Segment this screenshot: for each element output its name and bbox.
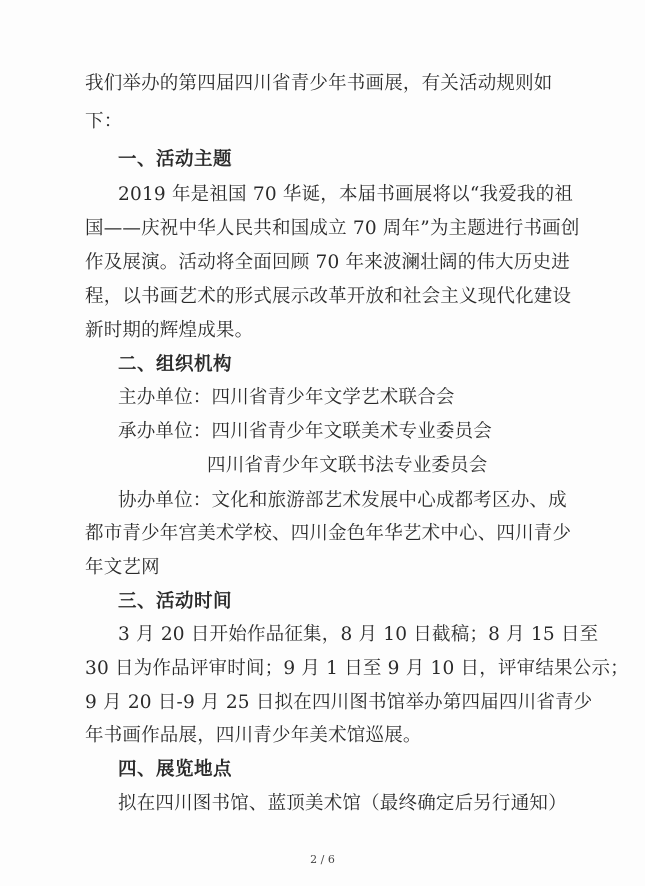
paragraph-line: 承办单位：四川省青少年文联美术专业委员会	[118, 421, 493, 442]
paragraph-line: 30 日为作品评审时间；9 月 1 日至 9 月 10 日，评审结果公示；	[85, 658, 629, 679]
paragraph-line: 国——庆祝中华人民共和国成立 70 周年”为主题进行书画创	[85, 218, 580, 239]
section-heading: 三、活动时间	[118, 591, 233, 612]
paragraph-line: 2019 年是祖国 70 华诞，本届书画展将以“我爱我的祖	[118, 184, 574, 205]
paragraph-line: 四川省青少年文联书法专业委员会	[207, 455, 488, 476]
paragraph-line: 程，以书画艺术的形式展示改革开放和社会主义现代化建设	[85, 286, 572, 307]
section-heading: 二、组织机构	[118, 354, 233, 375]
paragraph-line: 新时期的辉煌成果。	[85, 320, 254, 341]
paragraph-line: 协办单位：文化和旅游部艺术发展中心成都考区办、成	[118, 490, 567, 511]
paragraph-line: 年书画作品展，四川青少年美术馆巡展。	[85, 725, 422, 746]
paragraph-line: 下：	[85, 111, 123, 132]
paragraph-line: 主办单位：四川省青少年文学艺术联合会	[118, 387, 455, 408]
paragraph-line: 9 月 20 日-9 月 25 日拟在四川图书馆举办第四届四川省青少	[85, 692, 593, 713]
paragraph-line: 3 月 20 日开始作品征集，8 月 10 日截稿；8 月 15 日至	[118, 624, 599, 645]
section-heading: 四、展览地点	[118, 759, 233, 780]
paragraph-line: 作及展演。活动将全面回顾 70 年来波澜壮阔的伟大历史进	[85, 252, 570, 273]
paragraph-line: 我们举办的第四届四川省青少年书画展，有关活动规则如	[85, 73, 553, 94]
paragraph-line: 都市青少年宫美术学校、四川金色年华艺术中心、四川青少	[85, 523, 572, 544]
paragraph-line: 年文艺网	[85, 557, 160, 578]
section-heading: 一、活动主题	[118, 149, 233, 170]
paragraph-line: 拟在四川图书馆、蓝顶美术馆（最终确定后另行通知）	[118, 793, 567, 814]
page-number: 2 / 6	[310, 853, 335, 866]
